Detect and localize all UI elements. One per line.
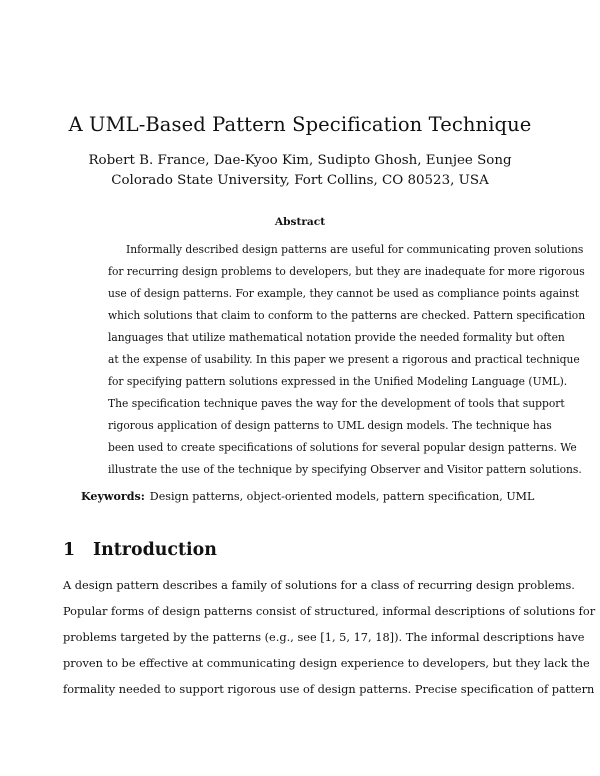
abstract-line: for recurring design problems to developers, but they are inadequate for more rigorous bbox=[108, 265, 585, 278]
abstract-line: languages that utilize mathematical notation provide the needed formality but often bbox=[108, 331, 565, 344]
section-number: 1 bbox=[63, 540, 76, 560]
body-line: problems targeted by the patterns (e.g., see [1, 5, 17, 18]). The informal descriptions have bbox=[63, 630, 585, 644]
abstract-heading: Abstract bbox=[274, 216, 326, 228]
keywords bbox=[81, 490, 534, 503]
abstract-line: illustrate the use of the technique by specifying Observer and Visitor pattern solutions. bbox=[108, 463, 582, 476]
abstract-line: The specification technique paves the way for the development of tools that support bbox=[108, 397, 565, 410]
section-title: Introduction bbox=[93, 540, 217, 560]
abstract-line: Informally described design patterns are useful for communicating proven solutions bbox=[126, 243, 584, 256]
section-heading bbox=[63, 540, 217, 560]
abstract-line: use of design patterns. For example, they cannot be used as compliance points against bbox=[108, 287, 580, 300]
abstract-line: rigorous application of design patterns to UML design models. The technique has bbox=[108, 419, 552, 432]
body-line: A design pattern describes a family of solutions for a class of recurring design problems. bbox=[63, 578, 575, 592]
abstract-line: for specifying pattern solutions expressed in the Unified Modeling Language (UML). bbox=[108, 375, 568, 388]
body-line: proven to be effective at communicating design experience to developers, but they lack the bbox=[63, 656, 590, 670]
abstract-line: which solutions that claim to conform to the patterns are checked. Pattern specification bbox=[108, 309, 586, 322]
body-line: formality needed to support rigorous use of design patterns. Precise specification of pattern bbox=[63, 682, 595, 696]
affiliation: Colorado State University, Fort Collins, CO 80523, USA bbox=[111, 173, 489, 188]
abstract-line: at the expense of usability. In this paper we present a rigorous and practical technique bbox=[108, 353, 580, 366]
author-list: Robert B. France, Dae-Kyoo Kim, Sudipto Ghosh, Eunjee Song bbox=[88, 153, 512, 168]
keywords-text: Design patterns, object-oriented models, pattern specification, UML bbox=[149, 490, 535, 503]
abstract-line: been used to create specifications of solutions for several popular design patterns. We bbox=[108, 441, 577, 454]
paper-title: A UML-Based Pattern Specification Technique bbox=[68, 113, 532, 136]
body-line: Popular forms of design patterns consist of structured, informal descriptions of solutions for bbox=[63, 604, 596, 618]
keywords-label: Keywords: bbox=[81, 490, 145, 503]
